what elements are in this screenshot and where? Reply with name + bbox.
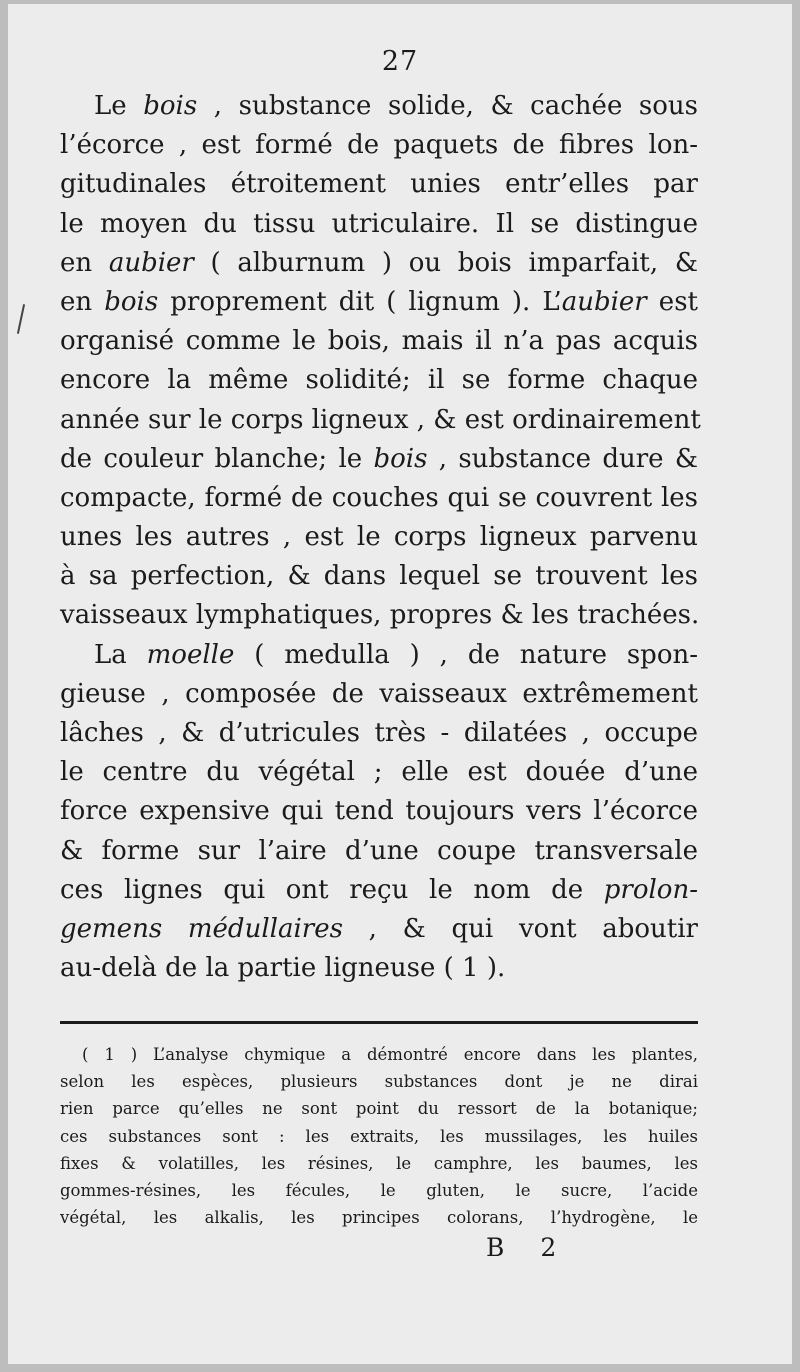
- footnote-line: ces substances sont : les extraits, les mussilages, les huiles: [60, 1126, 698, 1146]
- text-run: La: [94, 639, 147, 670]
- text-run: ( medulla ) , de nature spon-: [234, 639, 699, 670]
- text-run: de couleur blanche; le: [60, 443, 374, 474]
- footnote-line: végétal, les alkalis, les principes colorans, l’hydrogène, le: [60, 1208, 698, 1228]
- italic-term: aubier: [108, 247, 194, 278]
- italic-term: bois: [104, 286, 159, 317]
- text-line: [60, 401, 701, 440]
- italic-term: moelle: [146, 639, 235, 670]
- footnote-line: selon les espèces, plusieurs substances dont je ne dirai: [60, 1072, 698, 1092]
- italic-term: prolon-: [603, 874, 698, 905]
- text-line: [60, 910, 698, 949]
- text-run: en: [60, 286, 105, 317]
- text-run: , substance dure &: [427, 443, 698, 474]
- text-run: ( alburnum ) ou bois imparfait, &: [193, 247, 698, 278]
- text-line: [60, 126, 698, 165]
- text-line: [60, 283, 698, 322]
- text-run: le moyen du tissu utriculaire. Il se distingue: [60, 208, 698, 239]
- margin-pencil-mark: [17, 304, 25, 334]
- text-run: vaisseaux lymphatiques, propres & les trachées.: [60, 600, 700, 631]
- text-run: , & qui vont aboutir: [342, 913, 698, 944]
- text-run: force expensive qui tend toujours vers l’écorce: [60, 796, 698, 827]
- text-run: en: [60, 247, 109, 278]
- signature-mark: B 2: [486, 1233, 571, 1262]
- text-run: l’écorce , est formé de paquets de fibres lon-: [60, 130, 698, 161]
- text-run: & forme sur l’aire d’une coupe transversale: [60, 835, 698, 866]
- text-line: [60, 557, 698, 596]
- footnote-rule: [60, 1021, 698, 1024]
- text-line: [60, 361, 698, 400]
- text-line: [60, 440, 698, 479]
- text-line: [60, 832, 698, 871]
- text-run: organisé comme le bois, mais il n’a pas acquis: [60, 326, 698, 357]
- text-run: gitudinales étroitement unies entr’elles par: [60, 169, 698, 200]
- text-run: encore la même solidité; il se forme chaque: [60, 365, 698, 396]
- footnote-line: fixes & volatilles, les résines, le camphre, les baumes, les: [60, 1153, 698, 1173]
- text-line: [60, 596, 698, 635]
- text-run: année sur le corps ligneux , & est ordinairement: [60, 404, 701, 435]
- footnote-line: rien parce qu’elles ne sont point du ressort de la botanique;: [60, 1099, 698, 1119]
- footnote-line: ( 1 ) L’analyse chymique a démontré encore dans les plantes,: [82, 1045, 698, 1064]
- text-line: [60, 165, 698, 204]
- text-run: à sa perfection, & dans lequel se trouvent les: [60, 561, 698, 592]
- italic-term: bois: [373, 443, 428, 474]
- italic-term: aubier: [561, 286, 647, 317]
- text-line: [60, 87, 698, 126]
- text-line: [60, 322, 698, 361]
- text-line: [60, 714, 698, 753]
- text-line: [60, 871, 698, 910]
- page-number: 27: [381, 46, 419, 77]
- text-line: [60, 675, 698, 714]
- footnote-line: gommes-résines, les fécules, le gluten, le sucre, l’acide: [60, 1180, 698, 1200]
- text-run: , substance solide, & cachée sous: [197, 91, 698, 121]
- text-line: [60, 518, 698, 557]
- text-line: [60, 636, 698, 675]
- text-run: compacte, formé de couches qui se couvrent les: [60, 482, 698, 513]
- italic-term: bois: [143, 91, 198, 121]
- text-line: [60, 753, 698, 792]
- text-run: unes les autres , est le corps ligneux parvenu: [60, 522, 698, 553]
- text-line: [60, 949, 698, 988]
- text-run: proprement dit ( lignum ). L’: [158, 286, 562, 317]
- book-page: [8, 4, 792, 1364]
- text-run: lâches , & d’utricules très - dilatées , occupe: [60, 718, 698, 748]
- text-run: gieuse , composée de vaisseaux extrêmement: [60, 678, 698, 709]
- text-line: [60, 792, 698, 831]
- text-run: le centre du végétal ; elle est douée d’une: [60, 757, 698, 788]
- italic-term: gemens médullaires: [60, 913, 343, 944]
- footnote: [60, 1041, 698, 1231]
- text-line: [60, 479, 698, 518]
- text-line: [60, 205, 698, 244]
- text-line: [60, 244, 698, 283]
- text-run: au-delà de la partie ligneuse ( 1 ).: [60, 953, 506, 984]
- text-run: ces lignes qui ont reçu le nom de: [60, 874, 604, 905]
- body-text: [60, 87, 701, 988]
- text-run: est: [646, 286, 698, 317]
- text-run: Le: [94, 91, 144, 121]
